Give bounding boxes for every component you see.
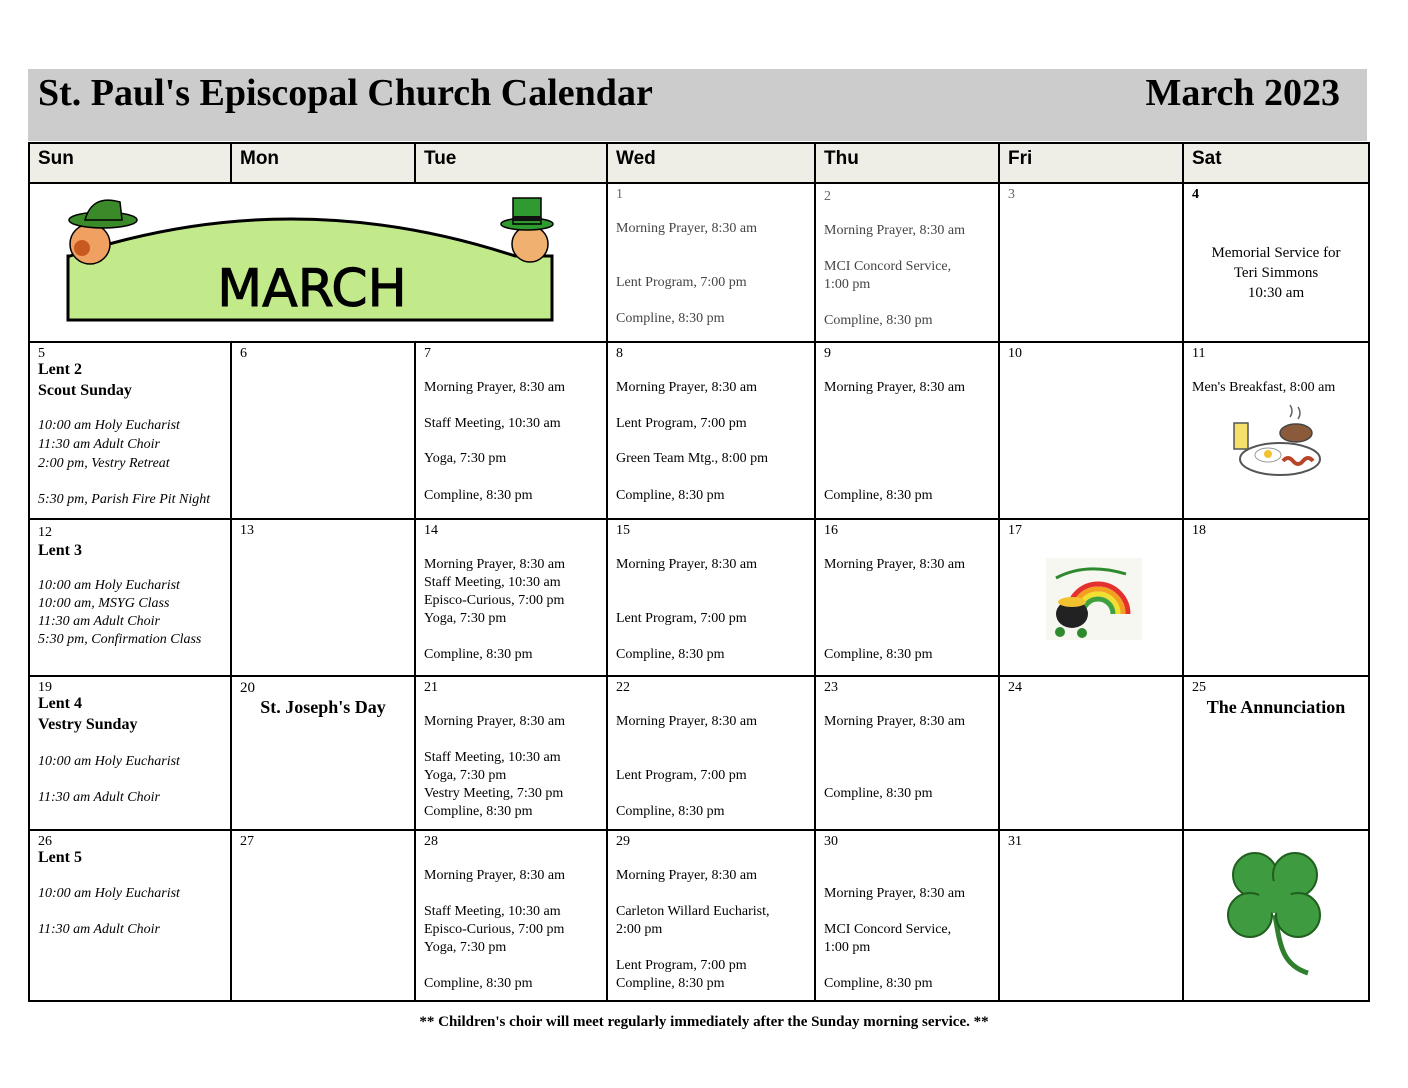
day-cell-1 — [607, 183, 815, 342]
event: MCI Concord Service, — [824, 922, 952, 937]
event: Carleton Willard Eucharist, — [616, 904, 770, 919]
day-cell-5 — [29, 342, 231, 519]
day-number: 18 — [1192, 523, 1206, 538]
weekday-fri: Fri — [999, 143, 1183, 183]
event: 10:00 am Holy Eucharist — [38, 578, 180, 593]
event: Morning Prayer, 8:30 am — [616, 221, 757, 236]
day-cell-30 — [815, 830, 999, 1001]
event: 11:30 am Adult Choir — [38, 790, 160, 805]
event: Compline, 8:30 pm — [824, 976, 933, 991]
day-cell-17 — [999, 519, 1183, 676]
four-leaf-clover-icon — [1220, 845, 1330, 985]
sunday-title: Lent 3 — [38, 542, 82, 559]
day-cell-11 — [1183, 342, 1369, 519]
day-number: 31 — [1008, 834, 1022, 849]
event: MCI Concord Service, — [824, 259, 952, 274]
day-number: 25 — [1192, 680, 1206, 695]
event: Morning Prayer, 8:30 am — [616, 380, 757, 395]
event: Compline, 8:30 pm — [616, 311, 725, 326]
day-number: 4 — [1192, 187, 1199, 202]
event: Compline, 8:30 pm — [616, 804, 725, 819]
event: Teri Simmons — [1233, 265, 1319, 281]
day-cell-18 — [1183, 519, 1369, 676]
weekday-sat: Sat — [1183, 143, 1369, 183]
event: Compline, 8:30 pm — [824, 313, 933, 328]
event: Staff Meeting, 10:30 am — [424, 416, 561, 431]
weekday-sun: Sun — [29, 143, 231, 183]
month-title: March 2023 — [1145, 72, 1340, 114]
event: Morning Prayer, 8:30 am — [824, 886, 965, 901]
event: Morning Prayer, 8:30 am — [616, 557, 757, 572]
event: Men's Breakfast, 8:00 am — [1192, 380, 1336, 395]
feast-day: St. Joseph's Day — [260, 697, 386, 717]
day-cell-26 — [29, 830, 231, 1001]
day-number: 1 — [616, 187, 623, 202]
event: Morning Prayer, 8:30 am — [616, 714, 757, 729]
day-number: 8 — [616, 346, 623, 361]
event: Morning Prayer, 8:30 am — [824, 557, 965, 572]
leprechaun-right-icon — [501, 198, 553, 262]
event: 10:00 am Holy Eucharist — [38, 418, 180, 433]
day-cell-21 — [415, 676, 607, 830]
event: Morning Prayer, 8:30 am — [424, 557, 565, 572]
event: Lent Program, 7:00 pm — [616, 768, 747, 783]
event: Yoga, 7:30 pm — [424, 768, 507, 783]
day-number: 27 — [240, 834, 254, 849]
event: Yoga, 7:30 pm — [424, 940, 507, 955]
day-number: 11 — [1192, 346, 1206, 361]
page-title: St. Paul's Episcopal Church Calendar — [38, 72, 653, 114]
event: Morning Prayer, 8:30 am — [424, 714, 565, 729]
day-number: 13 — [240, 523, 254, 538]
event: 1:00 pm — [824, 940, 871, 955]
event: Lent Program, 7:00 pm — [616, 275, 747, 290]
event: Morning Prayer, 8:30 am — [424, 868, 565, 883]
event: 10:00 am Holy Eucharist — [38, 886, 180, 901]
event: Green Team Mtg., 8:00 pm — [616, 451, 768, 466]
event: Morning Prayer, 8:30 am — [424, 380, 565, 395]
event: Compline, 8:30 pm — [824, 786, 933, 801]
event: 11:30 am Adult Choir — [38, 437, 160, 452]
day-cell-27 — [231, 830, 415, 1001]
day-cell-24 — [999, 676, 1183, 830]
event: Compline, 8:30 pm — [616, 488, 725, 503]
day-number: 29 — [616, 834, 630, 849]
sunday-title: Lent 5 — [38, 849, 82, 866]
weekday-wed: Wed — [607, 143, 815, 183]
event: Compline, 8:30 pm — [424, 804, 533, 819]
day-number: 5 — [38, 346, 45, 361]
event: 2:00 pm, Vestry Retreat — [38, 456, 170, 471]
event: 11:30 am Adult Choir — [38, 922, 160, 937]
day-cell-6 — [231, 342, 415, 519]
event: Memorial Service for — [1211, 245, 1341, 261]
event: Vestry Meeting, 7:30 pm — [424, 786, 564, 801]
day-cell-4 — [1183, 183, 1369, 342]
weekday-thu: Thu — [815, 143, 999, 183]
day-number: 23 — [824, 680, 838, 695]
feast-day: The Annunciation — [1206, 697, 1346, 717]
day-cell-31 — [999, 830, 1183, 1001]
event: Episco-Curious, 7:00 pm — [424, 593, 565, 608]
day-number: 20 — [240, 680, 255, 696]
day-cell-14 — [415, 519, 607, 676]
event: Lent Program, 7:00 pm — [616, 416, 747, 431]
event: Compline, 8:30 pm — [824, 647, 933, 662]
event: 2:00 pm — [616, 922, 663, 937]
day-number: 15 — [616, 523, 630, 538]
march-banner-cell — [29, 183, 607, 342]
event: 1:00 pm — [824, 277, 871, 292]
event: 11:30 am Adult Choir — [38, 614, 160, 629]
day-number: 14 — [424, 523, 438, 538]
day-cell-2 — [815, 183, 999, 342]
day-cell-29 — [607, 830, 815, 1001]
day-number: 6 — [240, 346, 247, 361]
day-number: 30 — [824, 834, 838, 849]
event: Compline, 8:30 pm — [424, 647, 533, 662]
banner-text: MARCH — [217, 259, 407, 319]
day-cell-12 — [29, 519, 231, 676]
sunday-title: Vestry Sunday — [38, 716, 138, 733]
day-cell-15 — [607, 519, 815, 676]
day-number: 21 — [424, 680, 438, 695]
event: Yoga, 7:30 pm — [424, 451, 507, 466]
day-cell-28 — [415, 830, 607, 1001]
day-cell-9 — [815, 342, 999, 519]
march-banner-image — [30, 184, 608, 341]
day-cell-25 — [1183, 676, 1369, 830]
event: Compline, 8:30 pm — [424, 976, 533, 991]
day-number: 17 — [1008, 523, 1022, 538]
sunday-title: Lent 2 — [38, 361, 82, 378]
day-cell-22 — [607, 676, 815, 830]
weekday-tue: Tue — [415, 143, 607, 183]
day-cell-7 — [415, 342, 607, 519]
day-number: 10 — [1008, 346, 1022, 361]
day-cell-16 — [815, 519, 999, 676]
day-number: 3 — [1008, 187, 1015, 202]
day-number: 2 — [824, 189, 831, 204]
day-number: 26 — [38, 834, 52, 849]
day-cell-10 — [999, 342, 1183, 519]
title-bar — [28, 69, 1367, 141]
day-cell-20 — [231, 676, 415, 830]
day-cell-19 — [29, 676, 231, 830]
event: Compline, 8:30 pm — [824, 488, 933, 503]
event: Episco-Curious, 7:00 pm — [424, 922, 565, 937]
day-cell-23 — [815, 676, 999, 830]
sunday-title: Scout Sunday — [38, 382, 132, 399]
event: Yoga, 7:30 pm — [424, 611, 507, 626]
event: 5:30 pm, Confirmation Class — [38, 632, 202, 647]
day-number: 7 — [424, 346, 431, 361]
event: Staff Meeting, 10:30 am — [424, 904, 561, 919]
event: Staff Meeting, 10:30 am — [424, 575, 561, 590]
event: Compline, 8:30 pm — [424, 488, 533, 503]
event: 10:30 am — [1247, 285, 1305, 301]
event: Morning Prayer, 8:30 am — [824, 380, 965, 395]
event: Morning Prayer, 8:30 am — [616, 868, 757, 883]
sunday-title: Lent 4 — [38, 695, 82, 712]
event: Compline, 8:30 pm — [616, 647, 725, 662]
event: 5:30 pm, Parish Fire Pit Night — [38, 492, 211, 507]
weekday-mon: Mon — [231, 143, 415, 183]
footer-note: ** Children's choir will meet regularly immediately after the Sunday morning service. ** — [419, 1014, 989, 1030]
day-cell-13 — [231, 519, 415, 676]
pot-of-gold-rainbow-icon — [1046, 558, 1142, 640]
event: Morning Prayer, 8:30 am — [824, 223, 965, 238]
breakfast-icon — [1228, 403, 1328, 483]
day-number: 24 — [1008, 680, 1022, 695]
event: Morning Prayer, 8:30 am — [824, 714, 965, 729]
event: Lent Program, 7:00 pm — [616, 611, 747, 626]
day-number: 16 — [824, 523, 838, 538]
day-number: 28 — [424, 834, 438, 849]
clover-cell — [1183, 830, 1369, 1001]
event: 10:00 am Holy Eucharist — [38, 754, 180, 769]
event: Lent Program, 7:00 pm — [616, 958, 747, 973]
day-number: 19 — [38, 680, 52, 695]
event: 10:00 am, MSYG Class — [38, 596, 170, 611]
calendar-grid — [28, 142, 1370, 1002]
day-number: 22 — [616, 680, 630, 695]
day-number: 9 — [824, 346, 831, 361]
day-number: 12 — [38, 525, 52, 540]
day-cell-3 — [999, 183, 1183, 342]
day-cell-8 — [607, 342, 815, 519]
event: Compline, 8:30 pm — [616, 976, 725, 991]
event: Staff Meeting, 10:30 am — [424, 750, 561, 765]
